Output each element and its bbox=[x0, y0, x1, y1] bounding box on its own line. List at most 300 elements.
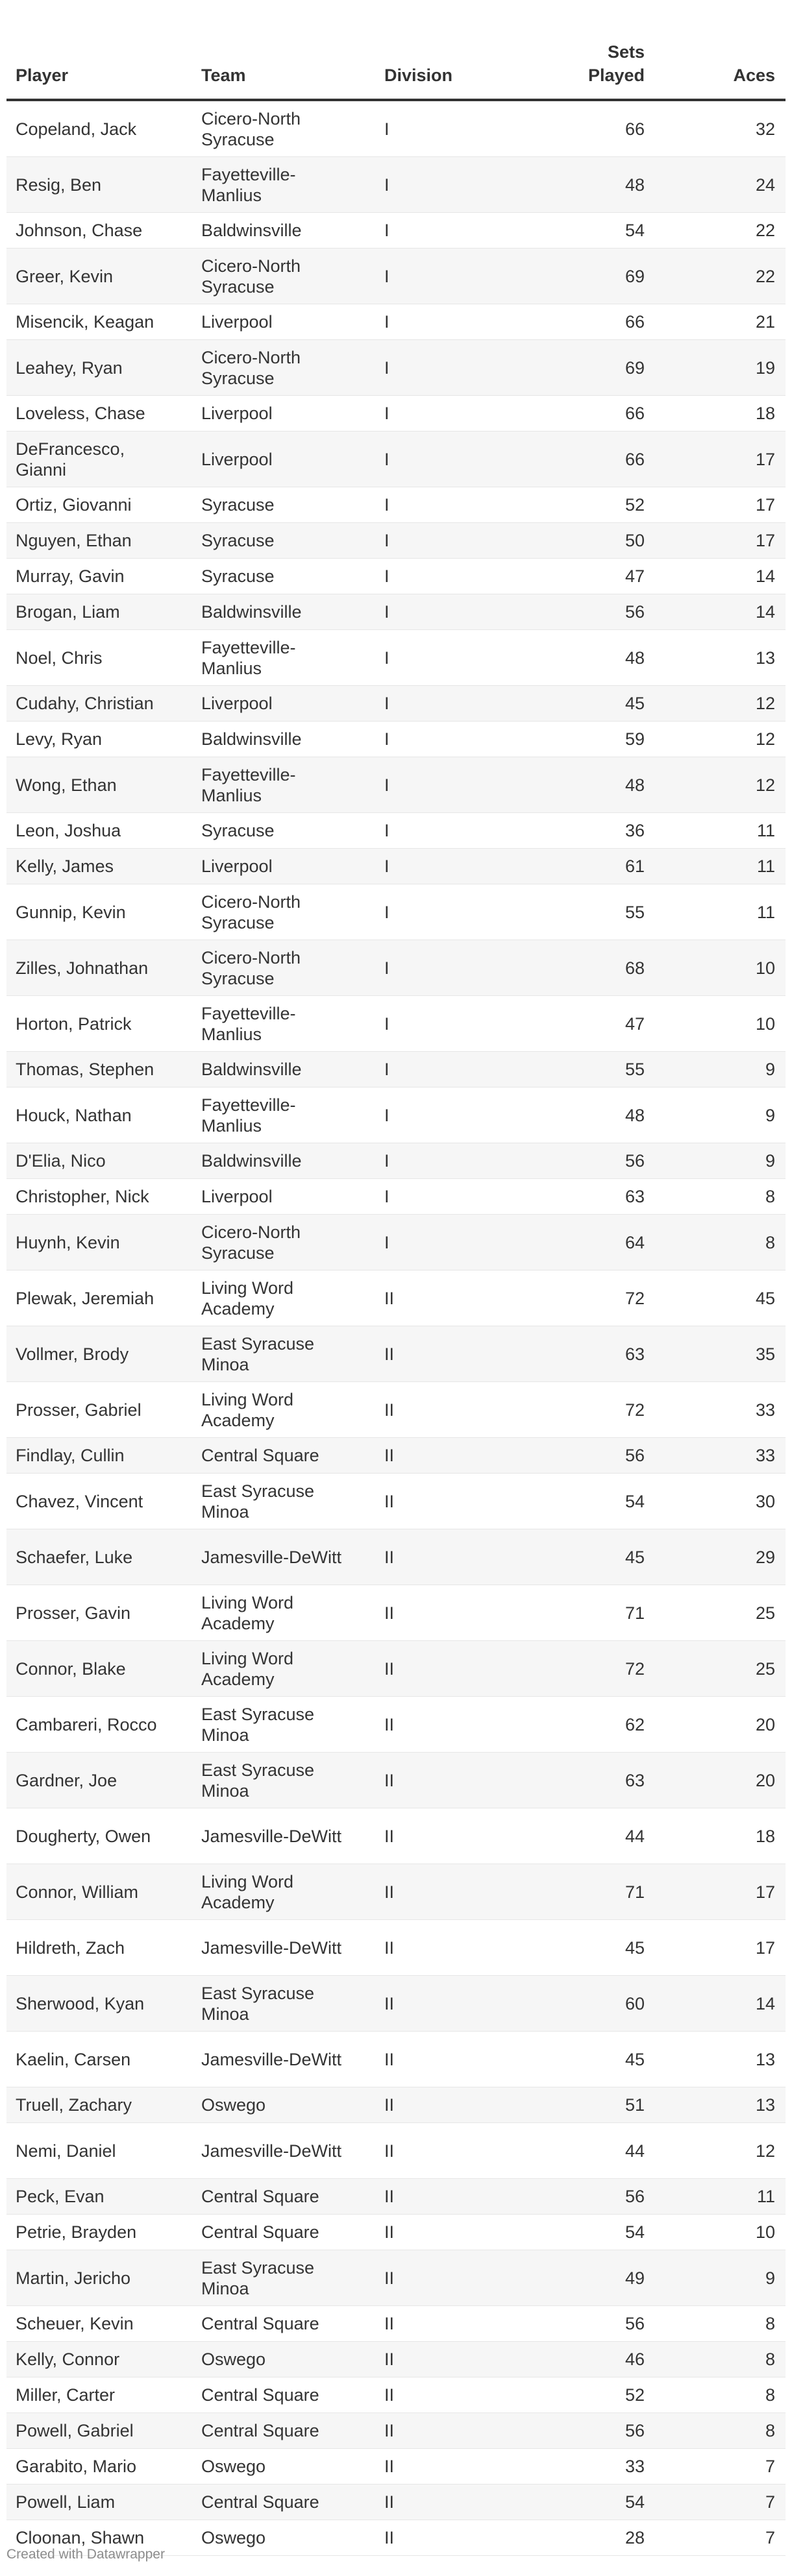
cell-player: Noel, Chris bbox=[6, 630, 192, 686]
cell-player: Hildreth, Zach bbox=[6, 1920, 192, 1976]
cell-player: Greer, Kevin bbox=[6, 249, 192, 304]
cell-aces: 17 bbox=[645, 1920, 786, 1976]
cell-division: I bbox=[375, 559, 494, 594]
cell-division: II bbox=[375, 2449, 494, 2485]
cell-player: Thomas, Stephen bbox=[6, 1052, 192, 1088]
table-row bbox=[6, 630, 786, 686]
cell-player: Prosser, Gavin bbox=[6, 1585, 192, 1641]
cell-sets-played: 59 bbox=[494, 722, 645, 757]
cell-player: Garabito, Mario bbox=[6, 2449, 192, 2485]
table-row bbox=[6, 1143, 786, 1179]
cell-sets-played: 55 bbox=[494, 884, 645, 940]
table-row bbox=[6, 1438, 786, 1474]
cell-player: Plewak, Jeremiah bbox=[6, 1270, 192, 1326]
cell-team: Liverpool bbox=[192, 431, 375, 487]
cell-sets-played: 47 bbox=[494, 559, 645, 594]
cell-team: Jamesville-DeWitt bbox=[192, 1808, 375, 1864]
cell-aces: 17 bbox=[645, 523, 786, 559]
cell-aces: 33 bbox=[645, 1382, 786, 1438]
cell-aces: 8 bbox=[645, 2377, 786, 2413]
cell-aces: 19 bbox=[645, 340, 786, 396]
cell-division: II bbox=[375, 1438, 494, 1474]
cell-player: Peck, Evan bbox=[6, 2179, 192, 2215]
cell-team: Central Square bbox=[192, 2306, 375, 2342]
cell-division: I bbox=[375, 1088, 494, 1143]
cell-team: Oswego bbox=[192, 2087, 375, 2123]
cell-sets-played: 45 bbox=[494, 686, 645, 722]
cell-division: II bbox=[375, 2179, 494, 2215]
cell-team: Fayetteville-Manlius bbox=[192, 157, 375, 213]
cell-sets-played: 56 bbox=[494, 1143, 645, 1179]
cell-division: II bbox=[375, 1808, 494, 1864]
cell-division: II bbox=[375, 1474, 494, 1529]
cell-player: Cloonan, Shawn bbox=[6, 2520, 192, 2556]
cell-team: Cicero-North Syracuse bbox=[192, 884, 375, 940]
table-row bbox=[6, 2032, 786, 2087]
cell-sets-played: 54 bbox=[494, 213, 645, 249]
cell-aces: 9 bbox=[645, 1052, 786, 1088]
cell-aces: 10 bbox=[645, 2215, 786, 2250]
datawrapper-credit[interactable]: Created with Datawrapper bbox=[6, 2547, 165, 2562]
cell-team: Living Word Academy bbox=[192, 1641, 375, 1697]
cell-player: Zilles, Johnathan bbox=[6, 940, 192, 996]
cell-team: Jamesville-DeWitt bbox=[192, 2123, 375, 2179]
cell-player: D'Elia, Nico bbox=[6, 1143, 192, 1179]
cell-division: I bbox=[375, 157, 494, 213]
header-player[interactable]: Player bbox=[6, 0, 192, 100]
cell-player: Christopher, Nick bbox=[6, 1179, 192, 1215]
table-row bbox=[6, 340, 786, 396]
table-row bbox=[6, 2485, 786, 2520]
cell-aces: 35 bbox=[645, 1326, 786, 1382]
cell-team: Baldwinsville bbox=[192, 1143, 375, 1179]
cell-sets-played: 45 bbox=[494, 1529, 645, 1585]
cell-player: Loveless, Chase bbox=[6, 396, 192, 431]
cell-team: Central Square bbox=[192, 2215, 375, 2250]
cell-team: Liverpool bbox=[192, 686, 375, 722]
cell-team: Baldwinsville bbox=[192, 722, 375, 757]
cell-team: Syracuse bbox=[192, 523, 375, 559]
cell-division: I bbox=[375, 722, 494, 757]
cell-aces: 7 bbox=[645, 2449, 786, 2485]
cell-sets-played: 50 bbox=[494, 523, 645, 559]
cell-sets-played: 47 bbox=[494, 996, 645, 1052]
cell-aces: 14 bbox=[645, 594, 786, 630]
table-row bbox=[6, 2413, 786, 2449]
cell-team: East Syracuse Minoa bbox=[192, 1474, 375, 1529]
cell-aces: 32 bbox=[645, 100, 786, 157]
cell-division: I bbox=[375, 1052, 494, 1088]
cell-division: II bbox=[375, 1326, 494, 1382]
header-sets-played-label: Sets Played bbox=[588, 42, 645, 85]
table-body bbox=[6, 100, 786, 2556]
cell-division: II bbox=[375, 2342, 494, 2377]
cell-division: II bbox=[375, 2520, 494, 2556]
cell-sets-played: 68 bbox=[494, 940, 645, 996]
cell-aces: 12 bbox=[645, 686, 786, 722]
table-row bbox=[6, 1179, 786, 1215]
table-row bbox=[6, 559, 786, 594]
cell-sets-played: 69 bbox=[494, 340, 645, 396]
header-team[interactable]: Team bbox=[192, 0, 375, 100]
cell-player: Sherwood, Kyan bbox=[6, 1976, 192, 2032]
table-row bbox=[6, 1808, 786, 1864]
cell-team: Cicero-North Syracuse bbox=[192, 340, 375, 396]
cell-aces: 30 bbox=[645, 1474, 786, 1529]
cell-aces: 24 bbox=[645, 157, 786, 213]
cell-aces: 20 bbox=[645, 1697, 786, 1753]
cell-player: Martin, Jericho bbox=[6, 2250, 192, 2306]
aces-stats-table bbox=[6, 0, 786, 2556]
table-row bbox=[6, 100, 786, 157]
cell-sets-played: 28 bbox=[494, 2520, 645, 2556]
cell-sets-played: 63 bbox=[494, 1326, 645, 1382]
cell-player: Levy, Ryan bbox=[6, 722, 192, 757]
table-row bbox=[6, 2215, 786, 2250]
header-division[interactable]: Division bbox=[375, 0, 494, 100]
cell-sets-played: 63 bbox=[494, 1179, 645, 1215]
cell-division: I bbox=[375, 1143, 494, 1179]
cell-division: I bbox=[375, 1179, 494, 1215]
cell-player: Leon, Joshua bbox=[6, 813, 192, 849]
cell-aces: 8 bbox=[645, 1215, 786, 1270]
cell-team: Baldwinsville bbox=[192, 1052, 375, 1088]
cell-sets-played: 45 bbox=[494, 1920, 645, 1976]
cell-sets-played: 63 bbox=[494, 1753, 645, 1808]
cell-player: Wong, Ethan bbox=[6, 757, 192, 813]
cell-sets-played: 46 bbox=[494, 2342, 645, 2377]
table-row bbox=[6, 1215, 786, 1270]
cell-sets-played: 71 bbox=[494, 1864, 645, 1920]
table-row bbox=[6, 940, 786, 996]
cell-player: Connor, William bbox=[6, 1864, 192, 1920]
cell-player: Vollmer, Brody bbox=[6, 1326, 192, 1382]
cell-aces: 20 bbox=[645, 1753, 786, 1808]
cell-sets-played: 54 bbox=[494, 2215, 645, 2250]
table-row bbox=[6, 1270, 786, 1326]
cell-team: Central Square bbox=[192, 2413, 375, 2449]
cell-aces: 25 bbox=[645, 1641, 786, 1697]
cell-aces: 29 bbox=[645, 1529, 786, 1585]
cell-player: Kaelin, Carsen bbox=[6, 2032, 192, 2087]
table-row bbox=[6, 1529, 786, 1585]
cell-player: Petrie, Brayden bbox=[6, 2215, 192, 2250]
cell-team: Cicero-North Syracuse bbox=[192, 940, 375, 996]
cell-team: Liverpool bbox=[192, 849, 375, 884]
cell-team: Liverpool bbox=[192, 304, 375, 340]
cell-division: II bbox=[375, 2413, 494, 2449]
cell-team: Syracuse bbox=[192, 559, 375, 594]
cell-division: I bbox=[375, 940, 494, 996]
cell-sets-played: 72 bbox=[494, 1270, 645, 1326]
cell-division: I bbox=[375, 523, 494, 559]
cell-player: Huynh, Kevin bbox=[6, 1215, 192, 1270]
cell-aces: 25 bbox=[645, 1585, 786, 1641]
cell-sets-played: 48 bbox=[494, 157, 645, 213]
cell-aces: 17 bbox=[645, 431, 786, 487]
cell-team: Jamesville-DeWitt bbox=[192, 2032, 375, 2087]
cell-aces: 10 bbox=[645, 996, 786, 1052]
table-row bbox=[6, 2377, 786, 2413]
cell-aces: 8 bbox=[645, 2413, 786, 2449]
cell-sets-played: 33 bbox=[494, 2449, 645, 2485]
cell-player: Truell, Zachary bbox=[6, 2087, 192, 2123]
cell-division: II bbox=[375, 1753, 494, 1808]
cell-aces: 9 bbox=[645, 1143, 786, 1179]
cell-aces: 13 bbox=[645, 2032, 786, 2087]
cell-aces: 13 bbox=[645, 2087, 786, 2123]
cell-division: II bbox=[375, 1697, 494, 1753]
cell-sets-played: 56 bbox=[494, 2306, 645, 2342]
cell-player: Powell, Liam bbox=[6, 2485, 192, 2520]
table-row bbox=[6, 1474, 786, 1529]
cell-division: I bbox=[375, 686, 494, 722]
table-row bbox=[6, 849, 786, 884]
cell-team: Living Word Academy bbox=[192, 1585, 375, 1641]
cell-division: I bbox=[375, 487, 494, 523]
cell-division: II bbox=[375, 1920, 494, 1976]
table-row bbox=[6, 996, 786, 1052]
table-row bbox=[6, 1382, 786, 1438]
cell-division: II bbox=[375, 1270, 494, 1326]
table-row bbox=[6, 2250, 786, 2306]
cell-division: II bbox=[375, 2306, 494, 2342]
cell-division: I bbox=[375, 996, 494, 1052]
cell-division: I bbox=[375, 884, 494, 940]
cell-player: Ortiz, Giovanni bbox=[6, 487, 192, 523]
table-row bbox=[6, 523, 786, 559]
cell-sets-played: 54 bbox=[494, 1474, 645, 1529]
cell-player: Resig, Ben bbox=[6, 157, 192, 213]
cell-player: Powell, Gabriel bbox=[6, 2413, 192, 2449]
cell-team: Jamesville-DeWitt bbox=[192, 1529, 375, 1585]
cell-division: I bbox=[375, 100, 494, 157]
cell-sets-played: 61 bbox=[494, 849, 645, 884]
cell-division: II bbox=[375, 2087, 494, 2123]
table-row bbox=[6, 2449, 786, 2485]
cell-aces: 14 bbox=[645, 1976, 786, 2032]
cell-player: Prosser, Gabriel bbox=[6, 1382, 192, 1438]
cell-team: East Syracuse Minoa bbox=[192, 1976, 375, 2032]
cell-player: Cudahy, Christian bbox=[6, 686, 192, 722]
cell-player: Miller, Carter bbox=[6, 2377, 192, 2413]
cell-aces: 12 bbox=[645, 757, 786, 813]
cell-division: II bbox=[375, 1382, 494, 1438]
table-row bbox=[6, 686, 786, 722]
cell-sets-played: 44 bbox=[494, 1808, 645, 1864]
cell-aces: 45 bbox=[645, 1270, 786, 1326]
cell-sets-played: 60 bbox=[494, 1976, 645, 2032]
cell-aces: 11 bbox=[645, 884, 786, 940]
cell-division: I bbox=[375, 396, 494, 431]
cell-player: Houck, Nathan bbox=[6, 1088, 192, 1143]
cell-aces: 9 bbox=[645, 2250, 786, 2306]
cell-player: Nemi, Daniel bbox=[6, 2123, 192, 2179]
cell-sets-played: 48 bbox=[494, 1088, 645, 1143]
cell-division: I bbox=[375, 1215, 494, 1270]
cell-division: II bbox=[375, 2250, 494, 2306]
table-row bbox=[6, 1976, 786, 2032]
cell-division: I bbox=[375, 213, 494, 249]
cell-division: II bbox=[375, 1585, 494, 1641]
cell-aces: 10 bbox=[645, 940, 786, 996]
header-sets-played[interactable] bbox=[494, 0, 645, 100]
cell-aces: 22 bbox=[645, 249, 786, 304]
cell-sets-played: 48 bbox=[494, 757, 645, 813]
cell-player: Connor, Blake bbox=[6, 1641, 192, 1697]
cell-player: Johnson, Chase bbox=[6, 213, 192, 249]
cell-player: Brogan, Liam bbox=[6, 594, 192, 630]
table-row bbox=[6, 884, 786, 940]
cell-division: I bbox=[375, 431, 494, 487]
cell-team: Syracuse bbox=[192, 487, 375, 523]
table-row bbox=[6, 1920, 786, 1976]
cell-team: Central Square bbox=[192, 2485, 375, 2520]
cell-player: DeFrancesco, Gianni bbox=[6, 431, 192, 487]
table-row bbox=[6, 1088, 786, 1143]
table-row bbox=[6, 1864, 786, 1920]
cell-division: I bbox=[375, 340, 494, 396]
cell-division: II bbox=[375, 1641, 494, 1697]
cell-player: Scheuer, Kevin bbox=[6, 2306, 192, 2342]
cell-team: Living Word Academy bbox=[192, 1382, 375, 1438]
table-row bbox=[6, 2306, 786, 2342]
table-row bbox=[6, 1585, 786, 1641]
cell-sets-played: 54 bbox=[494, 2485, 645, 2520]
cell-aces: 17 bbox=[645, 487, 786, 523]
cell-division: II bbox=[375, 2215, 494, 2250]
cell-team: Fayetteville-Manlius bbox=[192, 1088, 375, 1143]
cell-aces: 11 bbox=[645, 2179, 786, 2215]
cell-team: East Syracuse Minoa bbox=[192, 1326, 375, 1382]
cell-division: II bbox=[375, 2377, 494, 2413]
cell-division: II bbox=[375, 1529, 494, 1585]
table-row bbox=[6, 757, 786, 813]
stats-table-container bbox=[6, 0, 786, 2556]
table-row bbox=[6, 2179, 786, 2215]
cell-aces: 18 bbox=[645, 396, 786, 431]
cell-team: Oswego bbox=[192, 2449, 375, 2485]
cell-sets-played: 71 bbox=[494, 1585, 645, 1641]
cell-team: Oswego bbox=[192, 2520, 375, 2556]
cell-team: Baldwinsville bbox=[192, 594, 375, 630]
cell-aces: 21 bbox=[645, 304, 786, 340]
cell-team: Cicero-North Syracuse bbox=[192, 100, 375, 157]
cell-sets-played: 51 bbox=[494, 2087, 645, 2123]
cell-player: Dougherty, Owen bbox=[6, 1808, 192, 1864]
cell-aces: 9 bbox=[645, 1088, 786, 1143]
cell-aces: 22 bbox=[645, 213, 786, 249]
cell-division: II bbox=[375, 2123, 494, 2179]
cell-aces: 14 bbox=[645, 559, 786, 594]
cell-team: Syracuse bbox=[192, 813, 375, 849]
cell-sets-played: 45 bbox=[494, 2032, 645, 2087]
cell-player: Nguyen, Ethan bbox=[6, 523, 192, 559]
cell-division: II bbox=[375, 2032, 494, 2087]
cell-division: II bbox=[375, 1976, 494, 2032]
cell-team: Central Square bbox=[192, 1438, 375, 1474]
cell-team: Oswego bbox=[192, 2342, 375, 2377]
cell-team: Fayetteville-Manlius bbox=[192, 996, 375, 1052]
cell-aces: 18 bbox=[645, 1808, 786, 1864]
cell-player: Cambareri, Rocco bbox=[6, 1697, 192, 1753]
cell-sets-played: 66 bbox=[494, 431, 645, 487]
cell-division: I bbox=[375, 630, 494, 686]
table-row bbox=[6, 396, 786, 431]
header-row bbox=[6, 0, 786, 100]
cell-aces: 8 bbox=[645, 1179, 786, 1215]
cell-team: Liverpool bbox=[192, 1179, 375, 1215]
table-row bbox=[6, 431, 786, 487]
cell-player: Horton, Patrick bbox=[6, 996, 192, 1052]
table-row bbox=[6, 213, 786, 249]
cell-sets-played: 64 bbox=[494, 1215, 645, 1270]
table-row bbox=[6, 2087, 786, 2123]
header-aces[interactable]: Aces bbox=[645, 0, 786, 100]
cell-aces: 11 bbox=[645, 849, 786, 884]
cell-player: Copeland, Jack bbox=[6, 100, 192, 157]
table-row bbox=[6, 2123, 786, 2179]
cell-sets-played: 36 bbox=[494, 813, 645, 849]
cell-division: II bbox=[375, 2485, 494, 2520]
cell-division: I bbox=[375, 849, 494, 884]
cell-sets-played: 66 bbox=[494, 304, 645, 340]
table-row bbox=[6, 304, 786, 340]
cell-aces: 13 bbox=[645, 630, 786, 686]
table-row bbox=[6, 157, 786, 213]
cell-player: Kelly, Connor bbox=[6, 2342, 192, 2377]
cell-player: Schaefer, Luke bbox=[6, 1529, 192, 1585]
cell-sets-played: 56 bbox=[494, 2413, 645, 2449]
cell-aces: 33 bbox=[645, 1438, 786, 1474]
cell-team: Living Word Academy bbox=[192, 1270, 375, 1326]
cell-aces: 11 bbox=[645, 813, 786, 849]
cell-division: I bbox=[375, 757, 494, 813]
table-row bbox=[6, 722, 786, 757]
cell-aces: 12 bbox=[645, 722, 786, 757]
cell-sets-played: 56 bbox=[494, 594, 645, 630]
table-row bbox=[6, 1052, 786, 1088]
cell-sets-played: 48 bbox=[494, 630, 645, 686]
table-row bbox=[6, 1753, 786, 1808]
cell-player: Chavez, Vincent bbox=[6, 1474, 192, 1529]
table-row bbox=[6, 1697, 786, 1753]
table-row bbox=[6, 249, 786, 304]
cell-division: I bbox=[375, 594, 494, 630]
cell-player: Gardner, Joe bbox=[6, 1753, 192, 1808]
cell-sets-played: 66 bbox=[494, 100, 645, 157]
cell-team: Fayetteville-Manlius bbox=[192, 630, 375, 686]
cell-sets-played: 44 bbox=[494, 2123, 645, 2179]
cell-team: Living Word Academy bbox=[192, 1864, 375, 1920]
table-row bbox=[6, 594, 786, 630]
cell-team: Central Square bbox=[192, 2179, 375, 2215]
cell-sets-played: 62 bbox=[494, 1697, 645, 1753]
cell-division: I bbox=[375, 249, 494, 304]
cell-team: East Syracuse Minoa bbox=[192, 1753, 375, 1808]
cell-division: I bbox=[375, 813, 494, 849]
cell-sets-played: 55 bbox=[494, 1052, 645, 1088]
cell-aces: 17 bbox=[645, 1864, 786, 1920]
cell-player: Murray, Gavin bbox=[6, 559, 192, 594]
cell-aces: 7 bbox=[645, 2520, 786, 2556]
table-row bbox=[6, 1641, 786, 1697]
table-header bbox=[6, 0, 786, 100]
cell-aces: 7 bbox=[645, 2485, 786, 2520]
cell-team: Cicero-North Syracuse bbox=[192, 1215, 375, 1270]
cell-sets-played: 72 bbox=[494, 1382, 645, 1438]
cell-team: East Syracuse Minoa bbox=[192, 1697, 375, 1753]
